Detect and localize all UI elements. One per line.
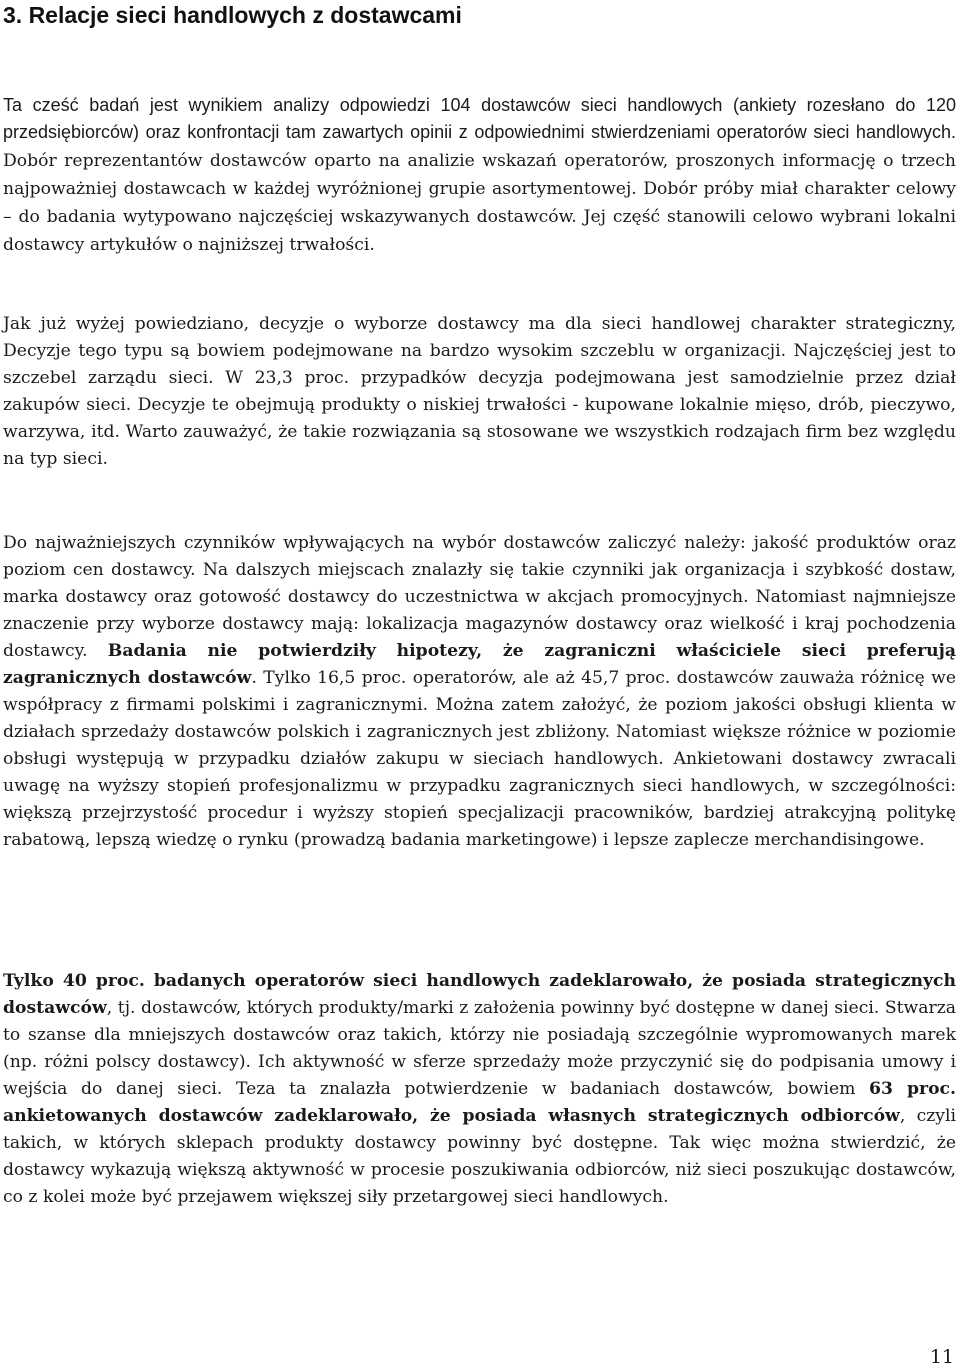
paragraph-survey-description	[3, 92, 956, 259]
paragraph-supplier-factors	[3, 530, 956, 854]
paragraph-strategic-suppliers	[3, 968, 956, 1211]
paragraph-text: , tj. dostawców, których produkty/marki z założenia powinny być dostępne w danej sieci. Stwarza to szanse dla mniejszych dostawców oraz takich, którzy nie posiadają szczególnie wypromowanych marek (np. różni polscy dostawcy). Ich aktywność w sferze sprzedaży może przyczynić się do podpisania umowy i wejścia do danej sieci. Teza ta znalazła potwierdzenie w badaniach dostawców, bowiem	[3, 998, 956, 1099]
paragraph-text: , czyli takich, w których sklepach produkty dostawcy powinny być dostępne. Tak więc można stwierdzić, że dostawcy wykazują większą aktywność w procesie poszukiwania odbiorców, niż sieci poszukując dostawców, co z kolei może być przejawem większej siły przetargowej sieci handlowych.	[3, 1106, 956, 1207]
paragraph-bold-finding: 63 proc. ankietowanych dostawców zadeklarowało, że posiada własnych strategicznych odbiorców	[3, 1079, 956, 1126]
paragraph-bold-finding: Tylko 40 proc. badanych operatorów sieci handlowych zadeklarowało, że posiada strategicznych dostawców	[3, 971, 956, 1018]
paragraph-sentence-serif: Dobór reprezentantów dostawców oparto na analizie wskazań operatorów, proszonych informację o trzech najpoważniej dostawcach w każdej wyróżnionej grupie asortymentowej. Dobór próby miał charakter celowy – do badania wytypowano najczęściej wskazywanych dostawców. Jej część stanowili celowo wybrani lokalni dostawcy artykułów o najniższej trwałości.	[3, 151, 956, 255]
paragraph-decision-making: Jak już wyżej powiedziano, decyzje o wyborze dostawcy ma dla sieci handlowej charakter strategiczny, Decyzje tego typu są bowiem podejmowane na bardzo wysokim szczeblu w organizacji. Najczęściej jest to szczebel zarządu sieci. W 23,3 proc. przypadków decyzja podejmowana jest samodzielnie przez dział zakupów sieci. Decyzje te obejmują produkty o niskiej trwałości - kupowane lokalnie mięso, drób, pieczywo, warzywa, itd. Warto zauważyć, że takie rozwiązania są stosowane we wszystkich rodzajach firm bez względu na typ sieci.	[3, 314, 956, 469]
paragraph-text: . Tylko 16,5 proc. operatorów, ale aż 45,7 proc. dostawców zauważa różnicę we współpracy z firmami polskimi i zagranicznymi. Można zatem założyć, że poziom jakości obsługi klienta w działach sprzedaży dostawców polskich i zagranicznych jest zbliżony. Natomiast większe różnice w poziomie obsługi występują w przypadku działów zakupu w sieciach handlowych. Ankietowani dostawcy zwracali uwagę na wyższy stopień profesjonalizmu w przypadku zagranicznych sieci handlowych, w szczególności: większą przejrzystość procedur i wyższy stopień specjalizacji pracowników, bardziej atrakcyjną politykę rabatową, lepszą wiedzę o rynku (prowadzą badania marketingowe) i lepsze zaplecze merchandisingowe.	[3, 668, 956, 850]
section-heading: 3. Relacje sieci handlowych z dostawcami	[3, 2, 462, 28]
page-number: 11	[929, 1346, 954, 1368]
paragraph-text: Do najważniejszych czynników wpływających na wybór dostawców zaliczyć należy: jakość produktów oraz poziom cen dostawcy. Na dalszych miejscach znalazły się takie czynniki jak organizacja i szybkość dostaw, marka dostawcy oraz gotowość dostawcy do uczestnictwa w akcjach promocyjnych. Natomiast najmniejsze znaczenie przy wyborze dostawcy mają: lokalizacja magazynów dostawcy oraz wielkość i kraj pochodzenia dostawcy.	[3, 533, 956, 661]
paragraph-sentence-sans: Ta cześć badań jest wynikiem analizy odpowiedzi 104 dostawców sieci handlowych (ankiety rozesłano do 120 przedsiębiorców) oraz konfrontacji tam zawartych opinii z odpowiednimi stwierdzeniami operatorów sieci handlowych.	[3, 95, 956, 142]
paragraph-bold-finding: Badania nie potwierdziły hipotezy, że zagraniczni właściciele sieci preferują zagranicznych dostawców	[3, 641, 956, 688]
